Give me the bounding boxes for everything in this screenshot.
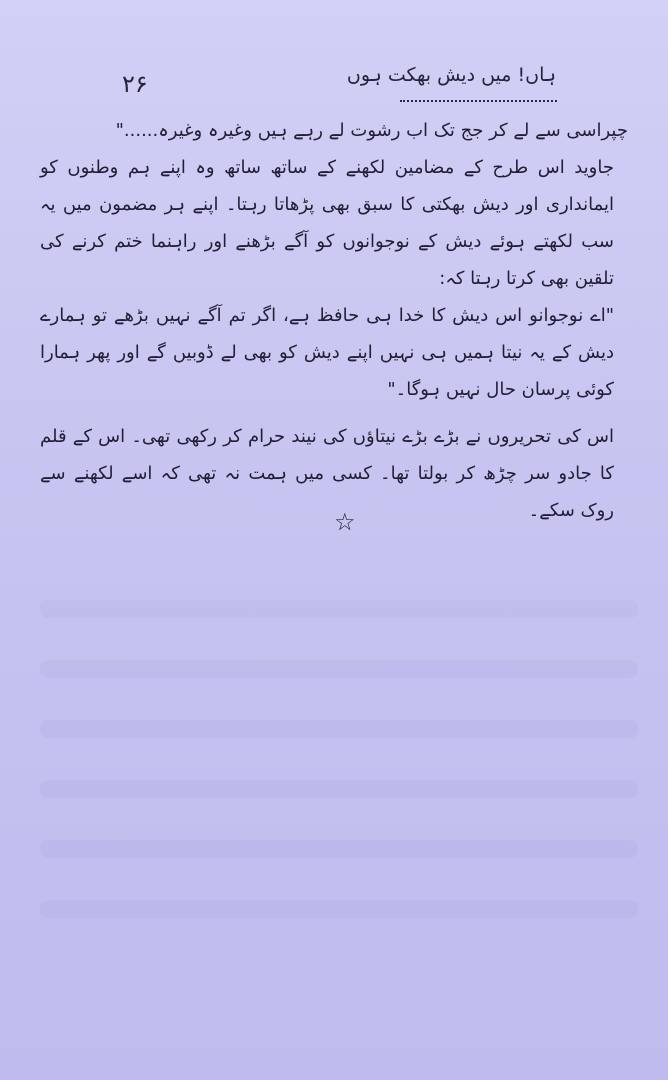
quoted-paragraph: "اے نوجوانو اس دیش کا خدا ہی حافظ ہے، اگر تم آگے نہیں بڑھے تو ہمارے دیش کے یہ نیتا ہمیں ہی نہیں اپنے دیش کو بھی لے ڈوبیں گے اور پھر ہمارا کوئی پرسان حال نہیں ہوگا۔" [40,305,614,400]
show-through-line [40,660,638,678]
show-through-line [40,780,638,798]
paragraph: جاوید اس طرح کے مضامین لکھنے کے ساتھ ساتھ وہ اپنے ہم وطنوں کو ایمانداری اور دیش بھکتی کا سبق بھی پڑھاتا رہتا۔ اپنے ہر مضمون میں یہ سب لکھتے ہوئے دیش کے نوجوانوں کو آگے بڑھنے اور راہنما ختم کرنے کی تلقین بھی کرتا رہتا کہ: [40,157,614,289]
star-ornament: ☆ [334,508,356,536]
page-number: ۲۶ [122,70,148,98]
show-through-line [40,600,638,618]
page-header [100,58,556,100]
paragraph: چپراسی سے لے کر جج تک اب رشوت لے رہے ہیں وغیرہ وغیرہ......" [115,120,628,141]
running-title: ہاں! میں دیش بھکت ہوں [346,64,556,86]
show-through-line [40,840,638,858]
paragraph: اس کی تحریروں نے بڑے بڑے نیتاؤں کی نیند حرام کر رکھی تھی۔ اس کے قلم کا جادو سر چڑھ کر بولتا تھا۔ کسی میں ہمت نہ تھی کہ اسے لکھنے سے روک سکے۔ [40,426,614,521]
show-through-line [40,900,638,918]
show-through-line [40,720,638,738]
header-rule [400,100,557,102]
body-text [40,112,628,529]
